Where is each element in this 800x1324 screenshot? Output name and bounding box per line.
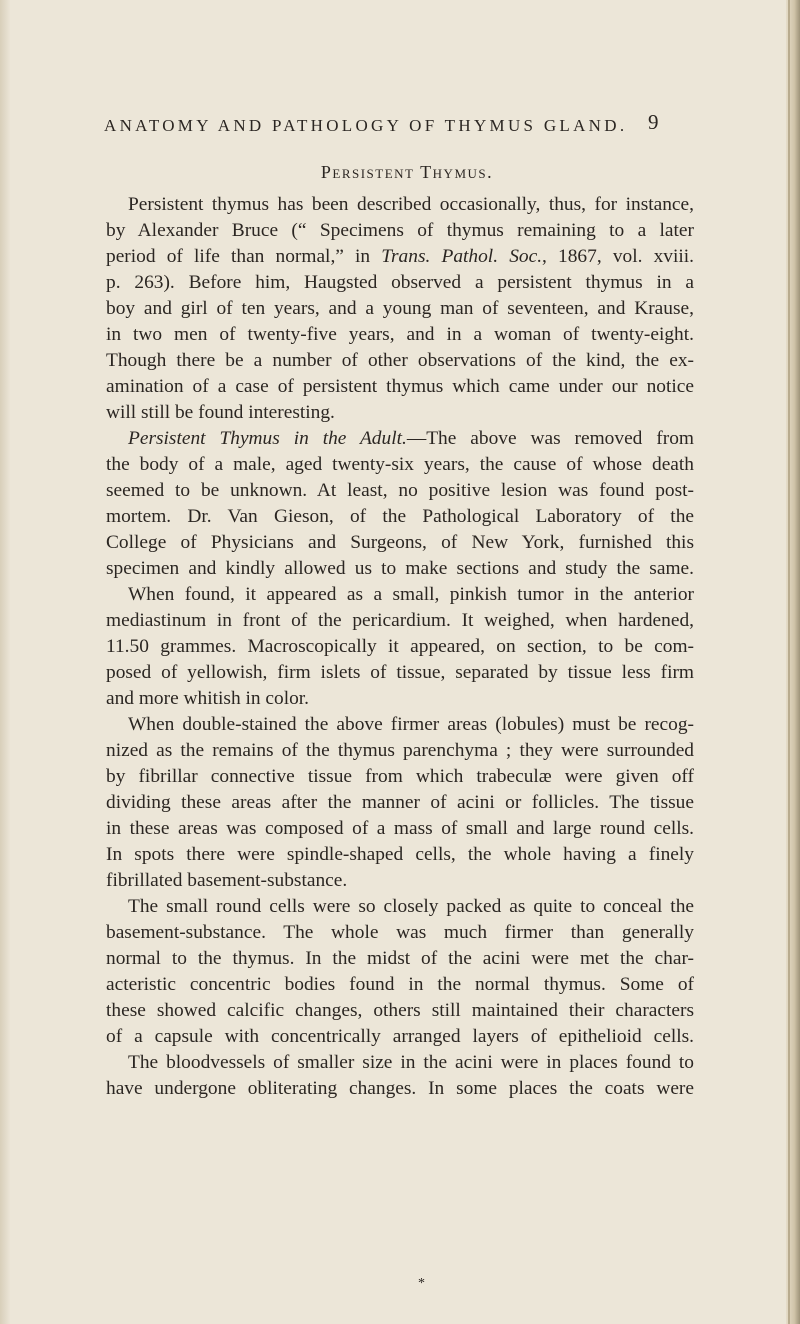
text-line: acteristic concentric bodies found in the normal thymus. Some of: [106, 974, 694, 995]
text-line: fibrillated basement-substance.: [106, 870, 348, 891]
text-line: of a capsule with concentrically arranged layers of epithelioid cells.: [106, 1026, 694, 1047]
text-fragment: period of life than normal,” in: [106, 246, 382, 267]
text-line: When found, it appeared as a small, pinkish tumor in the anterior: [128, 584, 694, 605]
text-line: and more whitish in color.: [106, 688, 310, 709]
text-line: have undergone obliterating changes. In some places the coats were: [106, 1078, 694, 1099]
text-line: nized as the remains of the thymus parenchyma ; they were surrounded: [106, 740, 694, 761]
text-line: boy and girl of ten years, and a young man of seventeen, and Krause,: [106, 298, 694, 319]
text-line: in two men of twenty-five years, and in a woman of twenty-eight.: [106, 324, 694, 345]
subsection-heading: Persistent Thymus in the Adult.: [128, 428, 407, 449]
text-line: dividing these areas after the manner of acini or follicles. The tissue: [106, 792, 694, 813]
journal-title: Trans. Pathol. Soc.: [381, 246, 543, 267]
page-spine-line: [788, 0, 790, 1324]
section-title: Persistent Thymus.: [320, 162, 494, 182]
text-line: in these areas was composed of a mass of small and large round cells.: [106, 818, 694, 839]
text-line: by Alexander Bruce (“ Specimens of thymus remaining to a later: [106, 220, 694, 241]
text-line: seemed to be unknown. At least, no positive lesion was found post-: [106, 480, 694, 501]
text-line: mortem. Dr. Van Gieson, of the Pathological Laboratory of the: [106, 506, 694, 527]
text-line: posed of yellowish, firm islets of tissue, separated by tissue less firm: [106, 662, 694, 683]
text-line: When double-stained the above firmer areas (lobules) must be recog-: [128, 714, 694, 735]
text-line: Persistent thymus has been described occasionally, thus, for instance,: [128, 194, 694, 215]
text-line: amination of a case of persistent thymus which came under our notice: [106, 376, 694, 397]
text-line: these showed calcific changes, others still maintained their characters: [106, 1000, 694, 1021]
text-line: In spots there were spindle-shaped cells, the whole having a finely: [106, 844, 694, 865]
text-line: The small round cells were so closely packed as quite to conceal the: [128, 896, 694, 917]
text-line: by fibrillar connective tissue from which trabeculæ were given off: [106, 766, 694, 787]
text-fragment: —The above was removed from: [406, 428, 694, 449]
text-line: Though there be a number of other observations of the kind, the ex-: [106, 350, 694, 371]
text-line: 11.50 grammes. Macroscopically it appeared, on section, to be com-: [106, 636, 694, 657]
text-line: [106, 426, 694, 452]
page-number: 9: [648, 110, 659, 134]
text-line: normal to the thymus. In the midst of the acini were met the char-: [106, 948, 694, 969]
text-line: basement-substance. The whole was much firmer than generally: [106, 922, 694, 943]
text-line: the body of a male, aged twenty-six years, the cause of whose death: [106, 454, 694, 475]
text-line: [106, 244, 694, 270]
page-edge-left: [0, 0, 10, 1324]
text-fragment: , 1867, vol. xviii.: [542, 246, 695, 267]
text-line: will still be found interesting.: [106, 402, 335, 423]
text-line: mediastinum in front of the pericardium. It weighed, when hardened,: [106, 610, 694, 631]
text-line: specimen and kindly allowed us to make sections and study the same.: [106, 558, 694, 579]
text-line: College of Physicians and Surgeons, of New York, furnished this: [106, 532, 694, 553]
signature-mark: *: [418, 1276, 425, 1291]
text-line: p. 263). Before him, Haugsted observed a persistent thymus in a: [106, 272, 694, 293]
body-text: [106, 192, 694, 1102]
text-line: The bloodvessels of smaller size in the acini were in places found to: [128, 1052, 694, 1073]
running-header: ANATOMY AND PATHOLOGY OF THYMUS GLAND.: [104, 116, 628, 135]
